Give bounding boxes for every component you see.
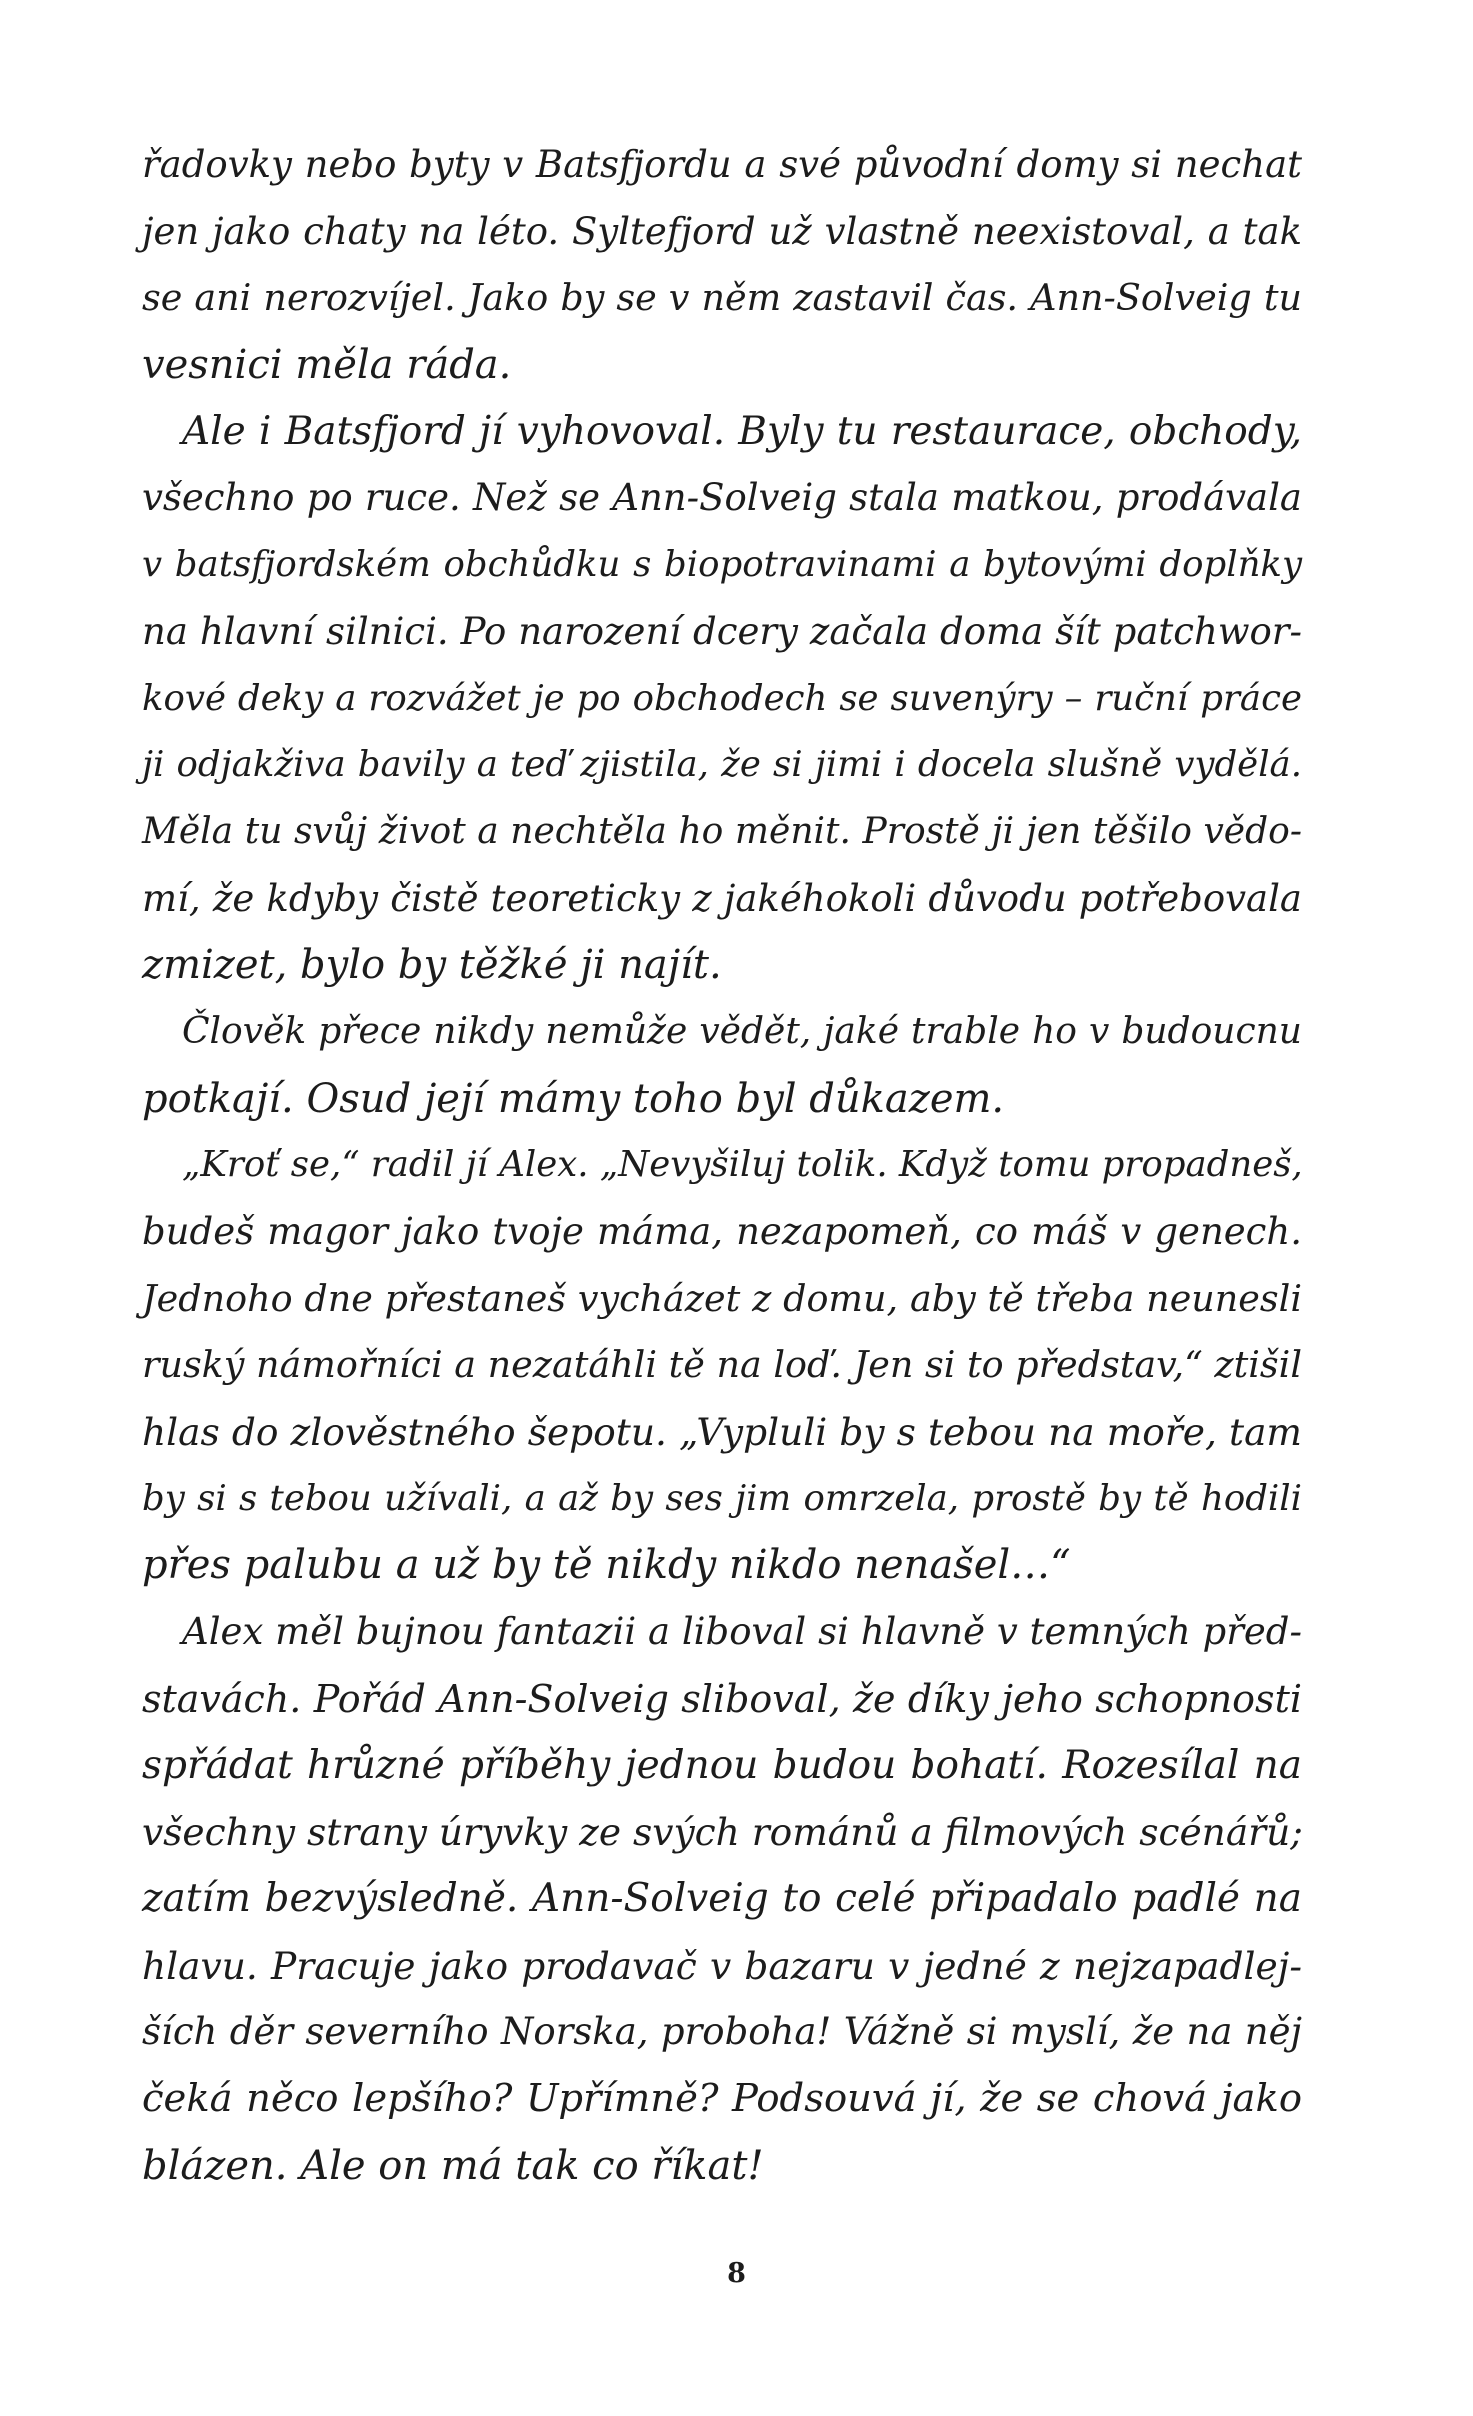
text-line: zmizet, bylo by těžké ji najít. <box>142 942 722 989</box>
text-line: na hlavní silnici. Po narození dcery začala doma šít patchwor- <box>142 609 1302 653</box>
text-line: ších děr severního Norska, proboha! Vážně si myslí, že na něj <box>142 2010 1302 2054</box>
text-line: jen jako chaty na léto. Syltefjord už vlastně neexistoval, a tak <box>142 209 1302 253</box>
text-line: hlas do zlověstného šepotu. „Vypluli by s tebou na moře, tam <box>142 1410 1302 1455</box>
text-line: řadovky nebo byty v Batsfjordu a své původní domy si nechat <box>142 143 1302 186</box>
text-line: ruský námořníci a nezatáhli tě na loď. Jen si to představ,“ ztišil <box>142 1343 1302 1387</box>
text-line: ji odjakživa bavily a teď zjistila, že si jimi i docela slušně vydělá. <box>142 744 1302 786</box>
text-line: čeká něco lepšího? Upřímně? Podsouvá jí, že se chová jako <box>142 2075 1302 2121</box>
text-line: Měla tu svůj život a nechtěla ho měnit. Prostě ji jen těšilo vědo- <box>142 810 1302 852</box>
text-line: blázen. Ale on má tak co říkat! <box>142 2142 764 2189</box>
text-line: by si s tebou užívali, a až by ses jim omrzela, prostě by tě hodili <box>142 1477 1302 1519</box>
text-line: všechno po ruce. Než se Ann-Solveig stala matkou, prodávala <box>142 476 1302 520</box>
text-line: všechny strany úryvky ze svých románů a filmových scénářů; <box>142 1810 1303 1855</box>
text-line: Člověk přece nikdy nemůže vědět, jaké trable ho v budoucnu <box>182 1010 1302 1052</box>
text-line: se ani nerozvíjel. Jako by se v něm zastavil čas. Ann-Solveig tu <box>142 276 1302 320</box>
text-line: zatím bezvýsledně. Ann-Solveig to celé připadalo padlé na <box>142 1875 1302 1921</box>
text-line: Ale i Batsfjord jí vyhovoval. Byly tu restaurace, obchody, <box>182 408 1302 454</box>
text-line: Alex měl bujnou fantazii a liboval si hlavně v temných před- <box>182 1610 1302 1654</box>
text-line: Jednoho dne přestaneš vycházet z domu, aby tě třeba neunesli <box>142 1276 1302 1320</box>
text-line: mí, že kdyby čistě teoreticky z jakéhokoli důvodu potřebovala <box>142 876 1302 920</box>
text-line: spřádat hrůzné příběhy jednou budou bohatí. Rozesílal na <box>142 1742 1302 1788</box>
text-line: hlavu. Pracuje jako prodavač v bazaru v jedné z nejzapadlej- <box>142 1943 1302 1988</box>
text-line: stavách. Pořád Ann-Solveig sliboval, že díky jeho schopnosti <box>142 1676 1302 1721</box>
body-text <box>142 132 1302 2199</box>
text-line: „Kroť se,“ radil jí Alex. „Nevyšiluj tolik. Když tomu propadneš, <box>182 1144 1303 1186</box>
text-line: potkají. Osud její mámy toho byl důkazem. <box>142 1075 1005 1122</box>
text-line: budeš magor jako tvoje máma, nezapomeň, co máš v genech. <box>142 1210 1302 1253</box>
page-number: 8 <box>727 2258 746 2289</box>
text-line: přes palubu a už by tě nikdy nikdo nenašel…“ <box>142 1542 1071 1589</box>
text-line: vesnici měla ráda. <box>142 342 512 389</box>
text-line: v batsfjordském obchůdku s biopotravinami a bytovými doplňky <box>142 544 1302 586</box>
text-line: kové deky a rozvážet je po obchodech se suvenýry – ruční práce <box>142 677 1302 719</box>
